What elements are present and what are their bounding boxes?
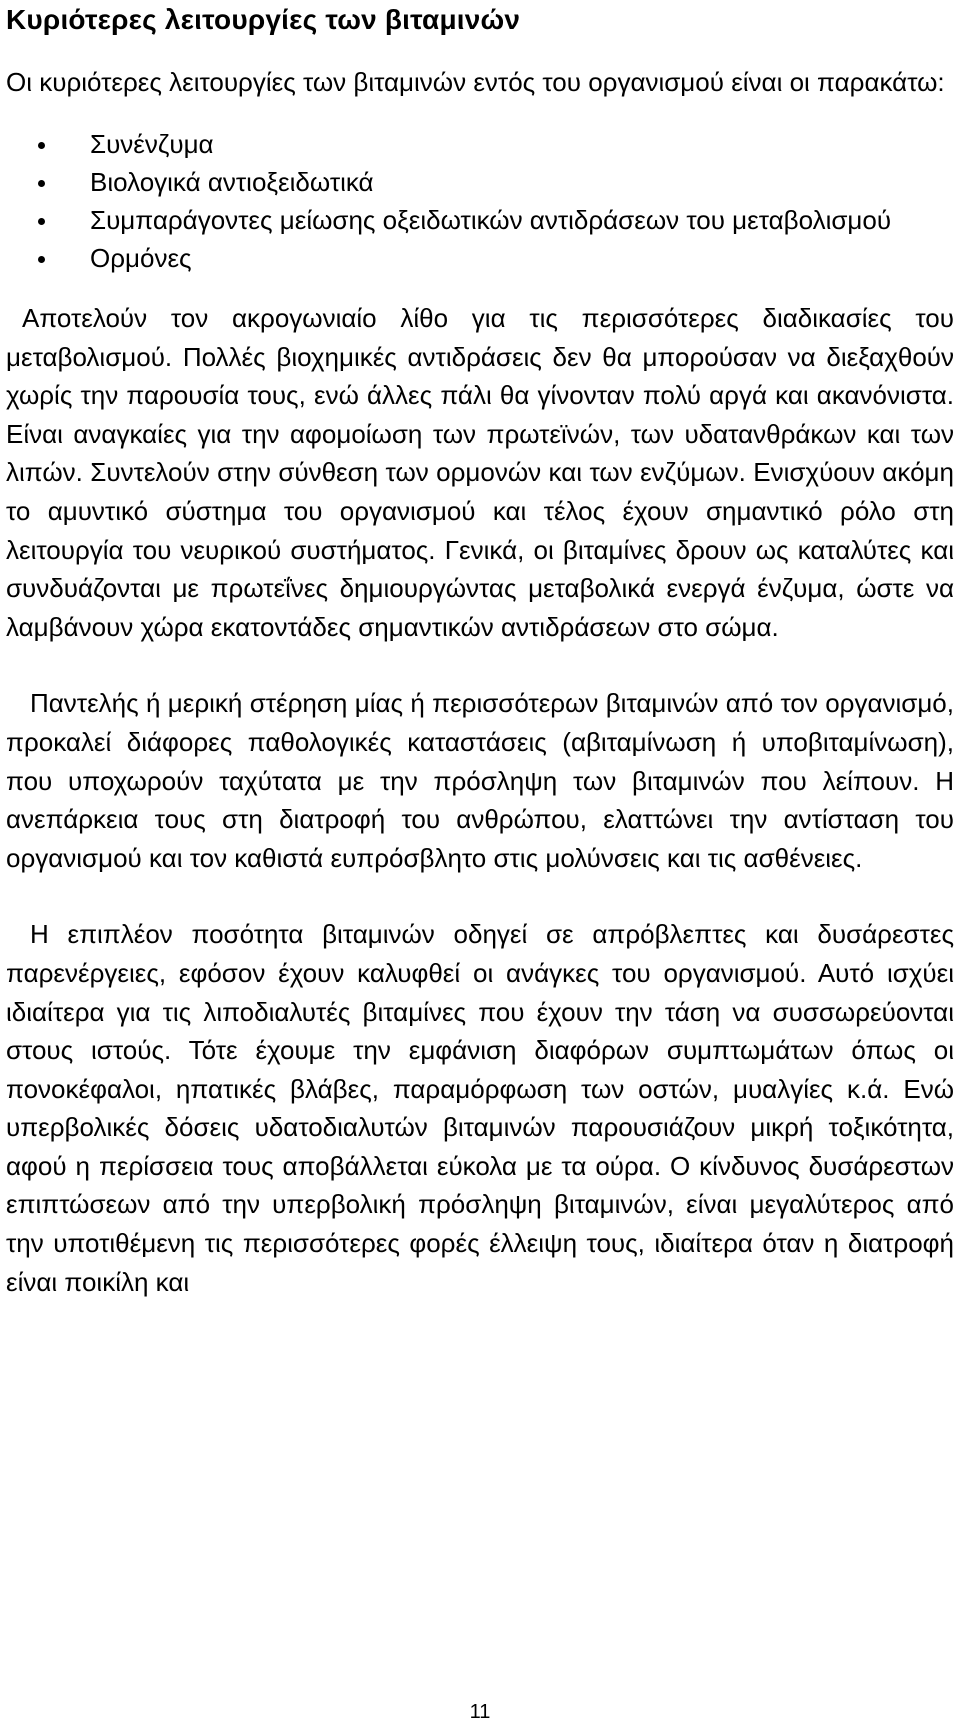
functions-list [6,125,954,277]
list-item-text: Βιολογικά αντιοξειδωτικά [90,167,374,197]
bullet-icon [6,239,90,277]
bullet-icon [6,201,90,239]
body-paragraph: Η επιπλέον ποσότητα βιταμινών οδηγεί σε απρόβλεπτες και δυσάρεστες παρενέργειες, εφόσον έχουν καλυφθεί οι ανάγκες του οργανισμού. Αυτό ισχύει ιδιαίτερα για τις λιποδιαλυτές βιταμίνες που έχουν την τάση να συσσωρεύονται στους ιστούς. Τότε έχουμε την εμφάνιση διαφόρων συμπτωμάτων όπως οι πονοκέφαλοι, ηπατικές βλάβες, παραμόρφωση των οστών, μυαλγίες κ.ά. Ενώ υπερβολικές δόσεις υδατοδιαλυτών βιταμινών παρουσιάζουν μικρή τοξικότητα, αφού η περίσσεια τους αποβάλλεται εύκολα με τα ούρα. Ο κίνδυνος δυσάρεστων επιπτώσεων από την υπερβολική πρόσληψη βιταμινών, είναι μεγαλύτερος από την υποτιθέμενη τις περισσότερες φορές έλλειψη τους, ιδιαίτερα όταν η διατροφή είναι ποικίλη και [6,919,954,1297]
list-item [6,239,954,277]
bullet-icon [6,125,90,163]
list-item [6,163,954,201]
document-page [6,0,954,1301]
intro-paragraph: Οι κυριότερες λειτουργίες των βιταμινών εντός του οργανισμού είναι οι παρακάτω: [6,67,945,97]
body-paragraph: Αποτελούν τον ακρογωνιαίο λίθο για τις περισσότερες διαδικασίες του μεταβολισμού. Πολλές βιοχημικές αντιδράσεις δεν θα μπορούσαν να διεξαχθούν χωρίς την παρουσία τους, ενώ άλλες πάλι θα γίνονταν πολύ αργά και ακανόνιστα. Είναι αναγκαίες για την αφομοίωση των πρωτεϊνών, των υδατανθράκων και των λιπών. Συντελούν στην σύνθεση των ορμονών και των ενζύμων. Ενισχύουν ακόμη το αμυντικό σύστημα του οργανισμού και τέλος έχουν σημαντικό ρόλο στη λειτουργία του νευρικού συστήματος. Γενικά, οι βιταμίνες δρουν ως καταλύτες και συνδυάζονται με πρωτεΐνες δημιουργώντας μεταβολικά ενεργά ένζυμα, ώστε να λαμβάνουν χώρα εκατοντάδες σημαντικών αντιδράσεων στο σώμα. [6,303,954,642]
list-item-text: Συνένζυμα [90,129,214,159]
body-paragraph: Παντελής ή μερική στέρηση μίας ή περισσότερων βιταμινών από τον οργανισμό, προκαλεί διάφορες παθολογικές καταστάσεις (αβιταμίνωση ή υποβιταμίνωση), που υποχωρούν ταχύτατα με την πρόσληψη των βιταμινών που λείπουν. Η ανεπάρκεια τους στη διατροφή του ανθρώπου, ελαττώνει την αντίσταση του οργανισμού και τον καθιστά ευπρόσβλητο στις μολύνσεις και τις ασθένειες. [6,688,954,873]
section-heading: Κυριότερες λειτουργίες των βιταμινών [6,4,521,35]
bullet-icon [6,163,90,201]
list-item [6,125,954,163]
list-item-text: Ορμόνες [90,243,192,273]
page-number: 11 [469,1701,491,1723]
list-item-text: Συμπαράγοντες μείωσης οξειδωτικών αντιδράσεων του μεταβολισμού [90,205,892,235]
list-item [6,201,954,239]
